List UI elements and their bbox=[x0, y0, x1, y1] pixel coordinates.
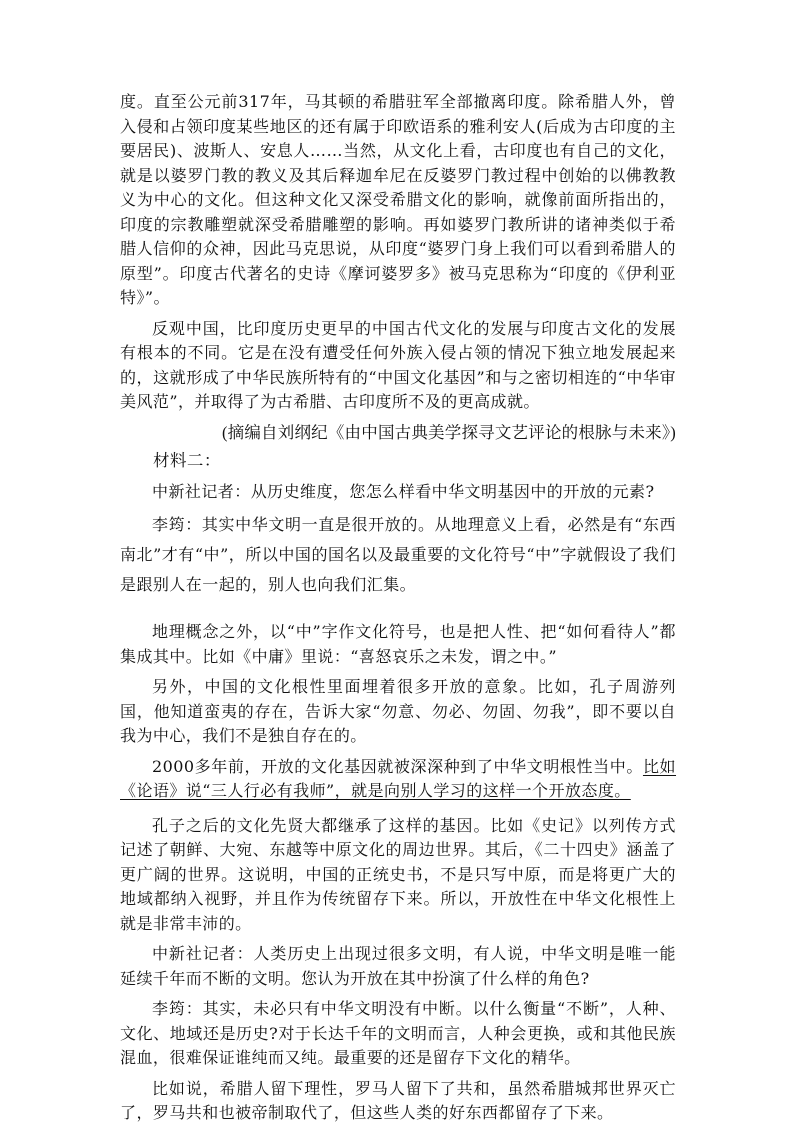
paragraph-sages-inheritance: 孔子之后的文化先贤大都继承了这样的基因。比如《史记》以列传方式记述了朝鲜、大宛、东越等中原文化的周边世界。其后，《二十四史》涵盖了更广阔的世界。这说明，中国的正统史书，不是只写中原，而是将更广大的地域都纳入视野，并且作为传统留存下来。所以，开放性在中华文化根性上就是非常丰沛的。 bbox=[120, 815, 676, 933]
interview-answer-1: 李筠：其实中华文明一直是很开放的。从地理意义上看，必然是有“东西南北”才有“中”，所以中国的国名以及最重要的文化符号“中”字就假设了我们是跟别人在一起的，别人也向我们汇集。 bbox=[120, 515, 676, 594]
interview-question-2: 中新社记者：人类历史上出现过很多文明，有人说，中华文明是唯一能延续千年而不断的文明。您认为开放在其中扮演了什么样的角色? bbox=[120, 944, 676, 988]
paragraph-geography-concept: 地理概念之外，以“中”字作文化符号，也是把人性、把“如何看待人”都集成其中。比如《中庸》里说：“喜怒哀乐之未发，谓之中。” bbox=[120, 622, 676, 666]
paragraph-open-gene bbox=[120, 755, 676, 804]
material-two-label: 材料二： bbox=[153, 451, 221, 470]
paragraph-open-imagery: 另外，中国的文化根性里面埋着很多开放的意象。比如，孔子周游列国，他知道蛮夷的存在，告诉大家“勿意、勿必、勿固、勿我”，即不要以自我为中心，我们不是独自存在的。 bbox=[120, 677, 676, 745]
interview-answer-2: 李筠：其实，未必只有中华文明没有中断。以什么衡量“不断”，人种、文化、地域还是历史?对于长达千年的文明而言，人种会更换，或和其他民族混血，很难保证谁纯而又纯。最重要的还是留存下文化的精华。 bbox=[120, 999, 676, 1067]
open-gene-text: 2000多年前，开放的文化基因就被深深种到了中华文明根性当中。 bbox=[152, 756, 643, 776]
document-page bbox=[120, 90, 676, 1126]
source-citation: (摘编自刘纲纪《由中国古典美学探寻文艺评论的根脉与未来》) bbox=[221, 422, 676, 442]
paragraph-greece-rome: 比如说，希腊人留下理性，罗马人留下了共和，虽然希腊城邦世界灭亡了，罗马共和也被帝制取代了，但这些人类的好东西都留存了下来。 bbox=[120, 1078, 676, 1122]
interview-question-1: 中新社记者：从历史维度，您怎么样看中华文明基因中的开放的元素? bbox=[152, 481, 655, 501]
paragraph-india-culture: 度。直至公元前317年，马其顿的希腊驻军全部撤离印度。除希腊人外，曾入侵和占领印度某些地区的还有属于印欧语系的雅利安人(后成为古印度的主要居民)、波斯人、安息人……当然，从文化上看，古印度也有自己的文化，就是以婆罗门教的教义及其后释迦牟尼在反婆罗门教过程中创始的以佛教教义为中心的文化。但这种文化又深受希腊文化的影响，就像前面所指出的，印度的宗教雕塑就深受希腊雕塑的影响。再如婆罗门教所讲的诸神类似于希腊人信仰的众神，因此马克思说，从印度“婆罗门身上我们可以看到希腊人的原型”。印度古代著名的史诗《摩诃婆罗多》被马克思称为“印度的《伊利亚特》”。 bbox=[120, 92, 676, 307]
paragraph-china-contrast: 反观中国，比印度历史更早的中国古代文化的发展与印度古文化的发展有根本的不同。它是在没有遭受任何外族入侵占领的情况下独立地发展起来的，这就形成了中华民族所特有的“中国文化基因”和与之密切相连的“中华审美风范”，并取得了为古希腊、古印度所不及的更高成就。 bbox=[120, 318, 676, 411]
underlined-analects-text: 比如《论语》说“三人行必有我师”，就是向别人学习的这样一个开放态度。 bbox=[120, 756, 677, 800]
